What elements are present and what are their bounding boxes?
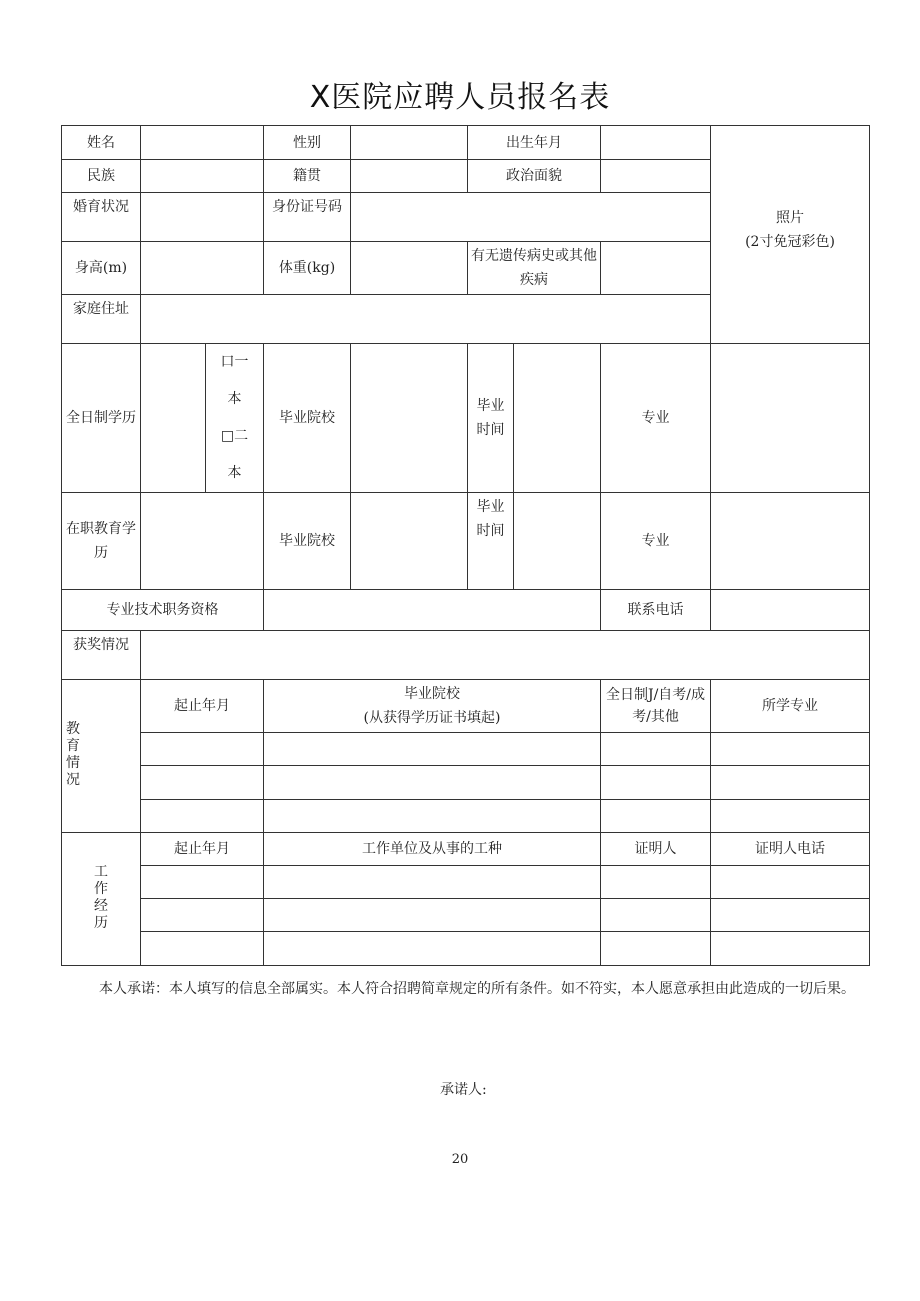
header-edu-type: 全日制J/自考/成考/其他 <box>601 680 711 733</box>
edu-row-2-major[interactable] <box>711 766 870 800</box>
label-gender: 性别 <box>264 126 351 160</box>
label-grad-time <box>468 344 514 493</box>
field-inservice-edu[interactable] <box>141 493 264 590</box>
edu-row-3-period[interactable] <box>141 800 264 833</box>
edu-row-2-school[interactable] <box>264 766 601 800</box>
section-education <box>62 680 141 833</box>
header-edu-school <box>264 680 601 733</box>
edu-row-1-school[interactable] <box>264 733 601 766</box>
option-1[interactable]: 口一 <box>220 354 249 370</box>
work-row-1-witness-phone[interactable] <box>711 866 870 899</box>
edu-row-1-type[interactable] <box>601 733 711 766</box>
label-major: 专业 <box>601 344 711 493</box>
label-grad-time-line1: 毕业 <box>476 398 505 414</box>
work-row-2-employer[interactable] <box>264 899 601 932</box>
field-title-qualification[interactable] <box>264 590 601 631</box>
page-number: 20 <box>451 1152 469 1167</box>
label-name: 姓名 <box>62 126 141 160</box>
field-fulltime-edu[interactable] <box>141 344 206 493</box>
header-edu-period: 起止年月 <box>141 680 264 733</box>
field-gender[interactable] <box>351 126 468 160</box>
work-row-1-witness[interactable] <box>601 866 711 899</box>
work-row-1-period[interactable] <box>141 866 264 899</box>
field-awards[interactable] <box>141 631 870 680</box>
edu-row-3-major[interactable] <box>711 800 870 833</box>
label-weight: 体重(kg) <box>264 242 351 295</box>
label-ethnicity: 民族 <box>62 160 141 193</box>
label-photo-note: (2寸免冠彩色) <box>745 234 835 250</box>
edu-row-2-type[interactable] <box>601 766 711 800</box>
field-id-number[interactable] <box>351 193 711 242</box>
header-work-witness-phone: 证明人电话 <box>711 833 870 866</box>
option-2-suffix: 本 <box>227 465 242 481</box>
photo-box[interactable] <box>711 126 870 344</box>
option-2[interactable]: □二 <box>220 428 249 444</box>
label-marital-status: 婚育状况 <box>62 193 141 242</box>
label-birth: 出生年月 <box>468 126 601 160</box>
label-grad-school-2: 毕业院校 <box>264 493 351 590</box>
field-weight[interactable] <box>351 242 468 295</box>
field-native-place[interactable] <box>351 160 468 193</box>
work-row-3-period[interactable] <box>141 932 264 966</box>
label-grad-time-2-line1: 毕业 <box>476 499 505 515</box>
work-row-2-witness[interactable] <box>601 899 711 932</box>
edu-row-2-period[interactable] <box>141 766 264 800</box>
signer-label: 承诺人: <box>440 1082 487 1098</box>
edu-row-3-type[interactable] <box>601 800 711 833</box>
label-height: 身高(m) <box>62 242 141 295</box>
field-phone[interactable] <box>711 590 870 631</box>
label-inservice-edu: 在职教育学历 <box>62 493 141 590</box>
field-disease-history[interactable] <box>601 242 711 295</box>
work-row-2-witness-phone[interactable] <box>711 899 870 932</box>
field-birth[interactable] <box>601 126 711 160</box>
work-row-2-period[interactable] <box>141 899 264 932</box>
label-grad-time-2-line2: 时间 <box>476 523 505 539</box>
header-edu-school-line1: 毕业院校 <box>404 686 460 702</box>
label-grad-school: 毕业院校 <box>264 344 351 493</box>
field-grad-school-2[interactable] <box>351 493 468 590</box>
label-photo: 照片 <box>776 210 804 226</box>
field-marital-status[interactable] <box>141 193 264 242</box>
label-major-2: 专业 <box>601 493 711 590</box>
header-edu-major: 所学专业 <box>711 680 870 733</box>
field-major[interactable] <box>711 344 870 493</box>
header-work-witness: 证明人 <box>601 833 711 866</box>
header-edu-school-line2: (从获得学历证书填起) <box>363 710 501 726</box>
field-home-address[interactable] <box>141 295 711 344</box>
header-work-period: 起止年月 <box>141 833 264 866</box>
field-major-2[interactable] <box>711 493 870 590</box>
form-title: X医院应聘人员报名表 <box>309 80 611 115</box>
label-title-qualification: 专业技术职务资格 <box>62 590 264 631</box>
label-id-number: 身份证号码 <box>264 193 351 242</box>
field-height[interactable] <box>141 242 264 295</box>
field-name[interactable] <box>141 126 264 160</box>
label-awards: 获奖情况 <box>62 631 141 680</box>
label-grad-time-2 <box>468 493 514 590</box>
degree-options[interactable] <box>206 344 264 493</box>
label-political-status: 政治面貌 <box>468 160 601 193</box>
field-political-status[interactable] <box>601 160 711 193</box>
edu-row-1-major[interactable] <box>711 733 870 766</box>
field-grad-time[interactable] <box>514 344 601 493</box>
field-ethnicity[interactable] <box>141 160 264 193</box>
label-phone: 联系电话 <box>601 590 711 631</box>
label-grad-time-line2: 时间 <box>476 422 505 438</box>
header-work-employer: 工作单位及从事的工种 <box>264 833 601 866</box>
field-grad-time-2[interactable] <box>514 493 601 590</box>
registration-form-table <box>61 125 870 966</box>
work-row-3-witness-phone[interactable] <box>711 932 870 966</box>
option-1-suffix: 本 <box>227 391 242 407</box>
section-work-label: 工作经历 <box>93 863 108 931</box>
label-home-address: 家庭住址 <box>62 295 141 344</box>
work-row-3-witness[interactable] <box>601 932 711 966</box>
label-disease-history: 有无遗传病史或其他疾病 <box>468 242 601 295</box>
edu-row-1-period[interactable] <box>141 733 264 766</box>
label-native-place: 籍贯 <box>264 160 351 193</box>
label-fulltime-edu: 全日制学历 <box>62 344 141 493</box>
edu-row-3-school[interactable] <box>264 800 601 833</box>
section-education-label: 教育情况 <box>66 720 80 788</box>
field-grad-school[interactable] <box>351 344 468 493</box>
pledge-text: 本人承诺：本人填写的信息全部属实。本人符合招聘简章规定的所有条件。如不符实，本人愿意承担由此造成的一切后果。 <box>99 981 855 997</box>
work-row-1-employer[interactable] <box>264 866 601 899</box>
section-work <box>62 833 141 966</box>
work-row-3-employer[interactable] <box>264 932 601 966</box>
